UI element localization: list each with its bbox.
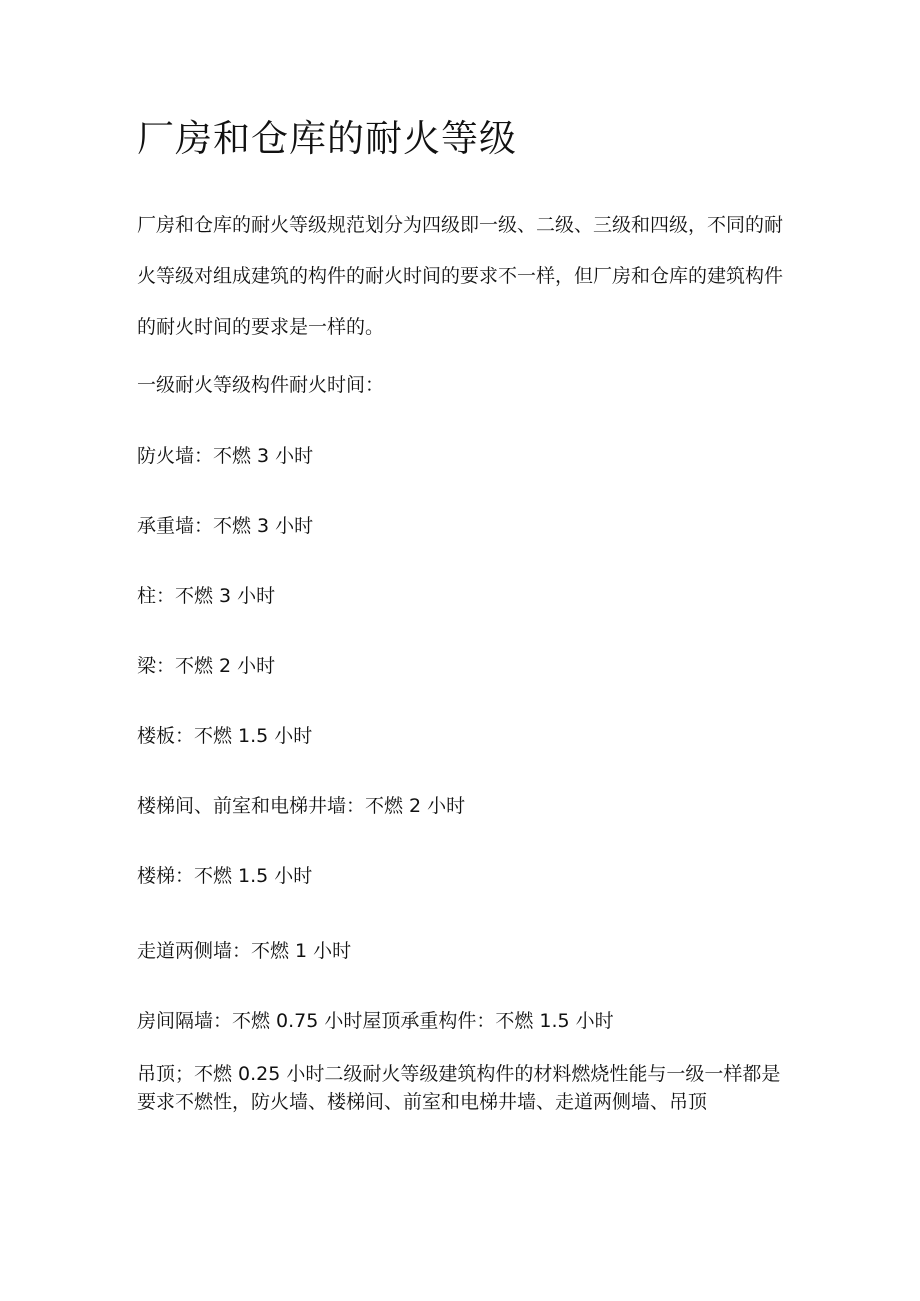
list-item: 承重墙：不燃 3 小时 [137, 515, 314, 537]
list-item: 柱：不燃 3 小时 [137, 585, 276, 607]
section-heading: 一级耐火等级构件耐火时间： [137, 374, 385, 396]
list-item: 楼板：不燃 1.5 小时 [137, 725, 313, 747]
list-item: 楼梯间、前室和电梯井墙：不燃 2 小时 [137, 795, 466, 817]
page-title: 厂房和仓库的耐火等级 [137, 117, 517, 160]
list-item: 房间隔墙：不燃 0.75 小时屋顶承重构件：不燃 1.5 小时 [137, 1010, 614, 1032]
tail-paragraph: 吊顶；不燃 0.25 小时二级耐火等级建筑构件的材料燃烧性能与一级一样都是要求不燃性，防火墙、楼梯间、前室和电梯井墙、走道两侧墙、吊顶 [137, 1063, 781, 1113]
list-item: 楼梯：不燃 1.5 小时 [137, 865, 313, 887]
list-item: 梁：不燃 2 小时 [137, 655, 276, 677]
intro-paragraph: 厂房和仓库的耐火等级规范划分为四级即一级、二级、三级和四级，不同的耐火等级对组成建筑的构件的耐火时间的要求不一样，但厂房和仓库的建筑构件的耐火时间的要求是一样的。 [137, 214, 784, 338]
list-item: 走道两侧墙：不燃 1 小时 [137, 940, 352, 962]
list-item: 防火墙：不燃 3 小时 [137, 445, 314, 467]
